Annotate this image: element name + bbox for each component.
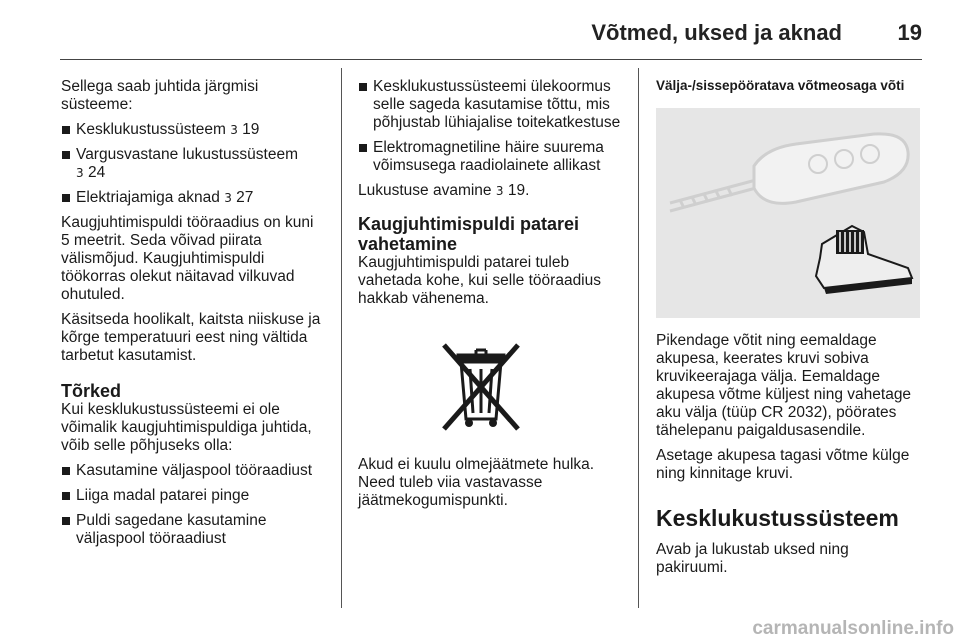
reinsert-text: Asetage akupesa tagasi võtme külge ning kinnitage kruvi. bbox=[656, 447, 910, 482]
list-item: Elektriajamiga aknad 3 27 bbox=[61, 189, 326, 207]
watermark: carmanualsonline.info bbox=[752, 618, 954, 639]
care-text: Käsitseda hoolikalt, kaitsta niiskuse ja kõrge temperatuuri eest ning vältida tarbetut kasutamist. bbox=[61, 311, 321, 364]
column-divider-right bbox=[638, 68, 639, 608]
disposal-text: Akud ei kuulu olmejäätmete hulka. Need tuleb viia vastavasse jäätmekogumispunkti. bbox=[358, 456, 595, 509]
list-item: Elektromagnetiline häire suurema võimsusega raadiolainete allikast bbox=[358, 139, 623, 175]
header-divider bbox=[60, 59, 922, 60]
page-ref-icon: 3 bbox=[495, 184, 504, 198]
key-illustration bbox=[656, 108, 920, 318]
faults-text: Kui kesklukustussüsteemi ei ole võimalik kaugjuhtimispuldiga juhtida, võib selle põhjuseks olla: bbox=[61, 401, 312, 454]
page-ref[interactable]: 19 bbox=[242, 121, 260, 138]
remove-battery-text: Pikendage võtit ning eemaldage akupesa, keerates kruvi sobiva kruvikeerajaga välja. Eemaldage akupesa võtme küljest ning vahetage aku välja (tüüp CR 2032), pöörates tähelepanu paigaldusasendile. bbox=[656, 332, 912, 439]
page-header bbox=[0, 0, 960, 60]
causes-list bbox=[61, 462, 326, 548]
flip-key-icon bbox=[656, 108, 920, 318]
battery-text: Kaugjuhtimispuldi patarei tuleb vahetada kohe, kui selle tööraadius hakkab vähenema. bbox=[358, 254, 601, 307]
unlock-ref-text: Lukustuse avamine 3 19. bbox=[358, 182, 530, 199]
faults-heading: Tõrked bbox=[61, 381, 122, 401]
causes-list-cont bbox=[358, 78, 623, 175]
page-number: 19 bbox=[897, 20, 922, 45]
central-locking-text: Avab ja lukustab uksed ning pakiruumi. bbox=[656, 541, 849, 576]
column-1 bbox=[61, 78, 326, 555]
list-item: Kasutamine väljaspool tööraadiust bbox=[61, 462, 326, 480]
list-item: Puldi sagedane kasutamine väljaspool tööraadiust bbox=[61, 512, 326, 548]
range-text: Kaugjuhtimispuldi tööraadius on kuni 5 meetrit. Seda võivad piirata välismõjud. Kaugjuhtimispuldi töökorras olekut näitavad vilkuvad ohutuled. bbox=[61, 214, 314, 303]
chapter-title: Võtmed, uksed ja aknad bbox=[591, 20, 842, 45]
list-item: Kesklukustussüsteem 3 19 bbox=[61, 121, 326, 139]
page-ref[interactable]: 24 bbox=[87, 164, 106, 181]
central-locking-heading: Kesklukustussüsteem bbox=[656, 505, 899, 531]
column-divider-left bbox=[341, 68, 342, 608]
column-3 bbox=[656, 78, 921, 584]
page-ref[interactable]: 19. bbox=[507, 182, 530, 199]
list-item: Liiga madal patarei pinge bbox=[61, 487, 326, 505]
flip-key-heading: Välja-/sissepööratava võtmeosaga võti bbox=[656, 78, 905, 93]
intro-text: Sellega saab juhtida järgmisi süsteeme: bbox=[61, 78, 259, 113]
page-ref-icon: 3 bbox=[230, 123, 238, 137]
battery-heading: Kaugjuhtimispuldi patarei vahetamine bbox=[358, 214, 580, 254]
list-item: Vargusvastane lukustussüsteem 3 24 bbox=[61, 146, 326, 182]
column-2 bbox=[358, 78, 623, 517]
systems-list bbox=[61, 121, 326, 207]
page-ref-icon: 3 bbox=[76, 166, 84, 180]
crossed-bin-icon bbox=[436, 337, 526, 433]
list-item: Kesklukustussüsteemi ülekoormus selle sageda kasutamise tõttu, mis põhjustab lühiajalise toitekatkestuse bbox=[358, 78, 623, 132]
page-ref-icon: 3 bbox=[224, 191, 232, 205]
page-ref[interactable]: 27 bbox=[236, 189, 254, 206]
